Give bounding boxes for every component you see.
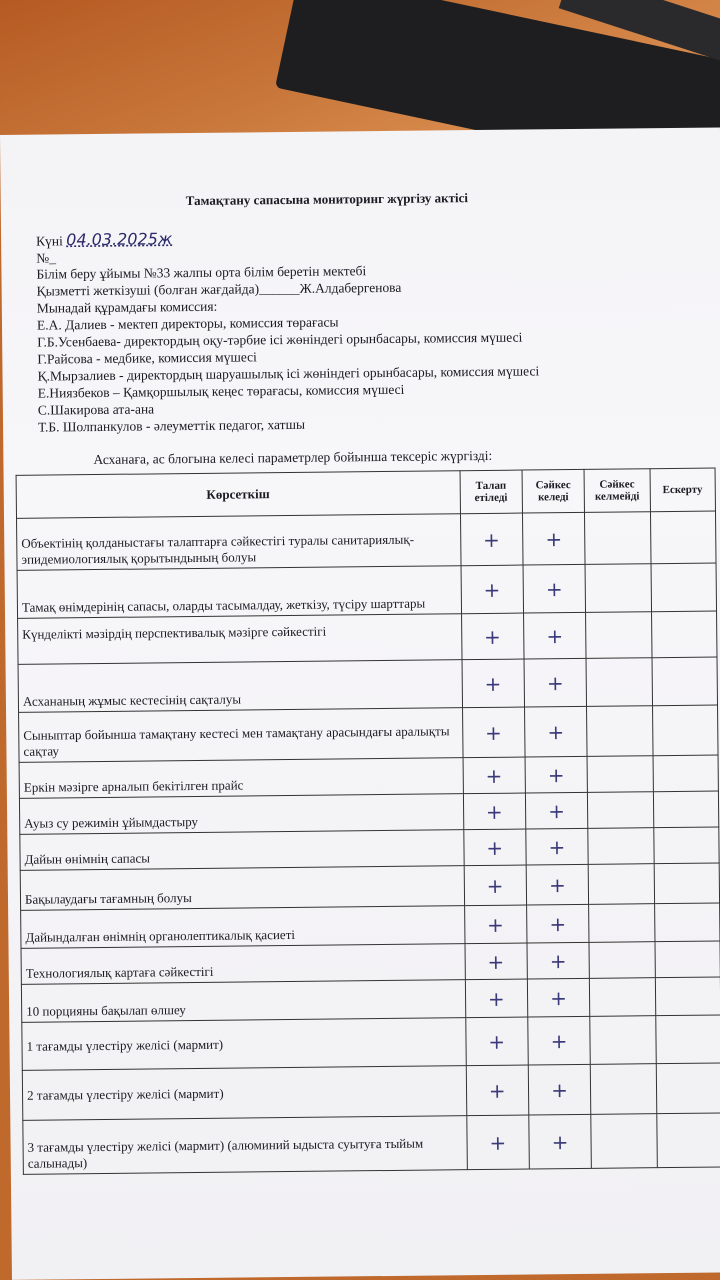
row-label: Ауыз су режимін ұйымдастыру xyxy=(19,794,463,835)
noncompliant-cell xyxy=(586,658,652,707)
note-cell xyxy=(654,903,720,942)
date-value: 04.03.2025ж xyxy=(66,229,173,250)
noncompliant-cell xyxy=(590,978,656,1017)
noncompliant-cell xyxy=(588,792,654,829)
header-compliant: Сәйкес келеді xyxy=(522,469,585,513)
row-label: Бақылаудағы тағамның болуы xyxy=(20,866,464,911)
header-indicator: Көрсеткіш xyxy=(16,471,460,519)
table-row xyxy=(17,563,716,618)
noncompliant-cell xyxy=(591,1114,657,1169)
required-mark: + xyxy=(466,1115,529,1170)
required-mark: + xyxy=(464,865,527,906)
row-label: 3 тағамды үлестіру желісі (мармит) (алюминий ыдыста суытуға тыйым салынады) xyxy=(23,1116,467,1175)
header-required: Талап етіледі xyxy=(460,470,523,514)
member-line: Т.Б. Шолпанкулов - әлеуметтік педагог, хатшы xyxy=(37,416,306,435)
table-row xyxy=(18,611,717,664)
compliant-mark: + xyxy=(528,1016,591,1065)
required-mark: + xyxy=(462,707,525,758)
compliant-mark: + xyxy=(528,1064,591,1115)
date-line xyxy=(36,231,172,249)
note-cell xyxy=(651,563,717,612)
compliant-mark: + xyxy=(523,612,586,659)
date-label: Күні xyxy=(36,233,63,249)
member-line: Е.А. Далиев - мектеп директоры, комиссия төрағасы xyxy=(36,314,339,333)
compliant-mark: + xyxy=(524,706,587,757)
noncompliant-cell xyxy=(588,864,654,905)
required-mark: + xyxy=(463,793,526,830)
required-mark: + xyxy=(461,613,524,660)
member-line: Г.Райсова - медбике, комиссия мүшесі xyxy=(37,349,257,367)
note-cell xyxy=(653,755,719,792)
compliant-mark: + xyxy=(526,864,589,905)
note-cell xyxy=(655,941,720,978)
noncompliant-cell xyxy=(589,904,655,943)
note-cell xyxy=(656,1113,720,1168)
row-label: 1 тағамды үлестіру желісі (мармит) xyxy=(22,1018,466,1071)
noncompliant-cell xyxy=(585,512,651,565)
required-mark: + xyxy=(465,943,528,980)
member-line: Г.Б.Усенбаева- директордың оқу-тәрбие ісі жөніндегі орынбасары, комиссия мүшесі xyxy=(37,329,523,350)
compliant-mark: + xyxy=(523,564,586,613)
row-label: 10 порцияны бақылап өлшеу xyxy=(21,980,465,1023)
table-row xyxy=(17,511,717,570)
row-label: Дайындалған өнімнің органолептикалық қасиеті xyxy=(21,906,465,949)
document-title: Тамақтану сапасына мониторинг жүргізу актісі xyxy=(185,190,469,209)
header-noncompliant: Сәйкес келмейді xyxy=(584,469,650,513)
note-cell xyxy=(656,1063,720,1114)
compliant-mark: + xyxy=(525,792,588,829)
noncompliant-cell xyxy=(590,1016,656,1065)
required-mark: + xyxy=(466,1065,529,1116)
row-label: Асхананың жұмыс кестесінің сақталуы xyxy=(18,660,462,713)
note-cell xyxy=(652,657,718,706)
header-note: Ескерту xyxy=(650,468,716,512)
inspection-table xyxy=(16,468,720,1175)
compliant-mark: + xyxy=(526,904,589,943)
row-label: Технологиялық картаға сәйкестігі xyxy=(21,944,465,985)
required-mark: + xyxy=(463,757,526,794)
noncompliant-cell xyxy=(585,564,651,613)
required-mark: + xyxy=(464,905,527,944)
note-cell xyxy=(650,511,716,564)
table-row xyxy=(18,657,717,712)
table-row xyxy=(22,1015,720,1070)
compliant-mark: + xyxy=(525,756,588,793)
row-label: Тамақ өнімдерінің сапасы, оларды тасымалдау, жеткізу, түсіру шарттары xyxy=(17,566,461,619)
note-cell xyxy=(651,611,717,658)
commission-intro: Мынадай құрамдағы комиссия: xyxy=(36,298,218,316)
note-cell xyxy=(652,705,718,756)
school-line: Білім беру ұйымы №33 жалпы орта білім беретін мектебі xyxy=(36,263,367,282)
compliant-mark: + xyxy=(529,1114,592,1169)
supplier-line: Қызметті жеткізуші (болған жағдайда)______Ж.Алдабергенова xyxy=(36,279,402,299)
table-row xyxy=(19,705,718,762)
note-cell xyxy=(655,1015,720,1064)
table-row xyxy=(23,1113,720,1174)
compliant-mark: + xyxy=(527,942,590,979)
required-mark: + xyxy=(465,979,528,1018)
member-line: С.Шакирова ата-ана xyxy=(37,401,155,418)
row-label: Еркін мәзірге арналып бекітілген прайс xyxy=(19,758,463,799)
note-cell xyxy=(654,863,720,904)
required-mark: + xyxy=(465,1017,528,1066)
required-mark: + xyxy=(460,513,523,566)
compliant-mark: + xyxy=(522,512,585,565)
noncompliant-cell xyxy=(589,942,655,979)
noncompliant-cell xyxy=(587,706,653,757)
row-label: Сыныптар бойынша тамақтану кестесі мен тамақтану арасындағы аралықты сақтау xyxy=(19,708,463,763)
compliant-mark: + xyxy=(526,828,589,865)
row-label: Күнделікті мәзірдің перспективалық мәзірге сәйкестігі xyxy=(18,614,462,665)
compliant-mark: + xyxy=(524,658,587,707)
required-mark: + xyxy=(462,659,525,708)
table-header-row xyxy=(16,468,715,518)
noncompliant-cell xyxy=(586,612,652,659)
noncompliant-cell xyxy=(588,828,654,865)
noncompliant-cell xyxy=(590,1064,656,1115)
compliant-mark: + xyxy=(527,978,590,1017)
required-mark: + xyxy=(461,565,524,614)
note-cell xyxy=(653,827,719,864)
note-cell xyxy=(655,977,720,1016)
table-intro: Асханаға, ас блогына келесі параметрлер бойынша тексеріс жүргізді: xyxy=(93,447,493,468)
row-label: Дайын өнімнің сапасы xyxy=(20,830,464,871)
noncompliant-cell xyxy=(587,756,653,793)
document-sheet xyxy=(0,127,720,1279)
table-row xyxy=(22,1063,720,1120)
member-line: Қ.Мырзалиев - директордың шаруашылық ісі жөніндегі орынбасары, комиссия мүшесі xyxy=(37,363,540,384)
required-mark: + xyxy=(463,829,526,866)
row-label: 2 тағамды үлестіру желісі (мармит) xyxy=(22,1066,466,1121)
number-line: №_ xyxy=(36,250,57,266)
member-line: Е.Ниязбеков – Қамқоршылық кеңес төрағасы, комиссия мүшесі xyxy=(37,381,405,401)
note-cell xyxy=(653,791,719,828)
row-label: Объектінің қолданыстағы талаптарға сәйкестігі туралы санитариялық-эпидемиологиялық қорытындының болуы xyxy=(17,514,461,571)
